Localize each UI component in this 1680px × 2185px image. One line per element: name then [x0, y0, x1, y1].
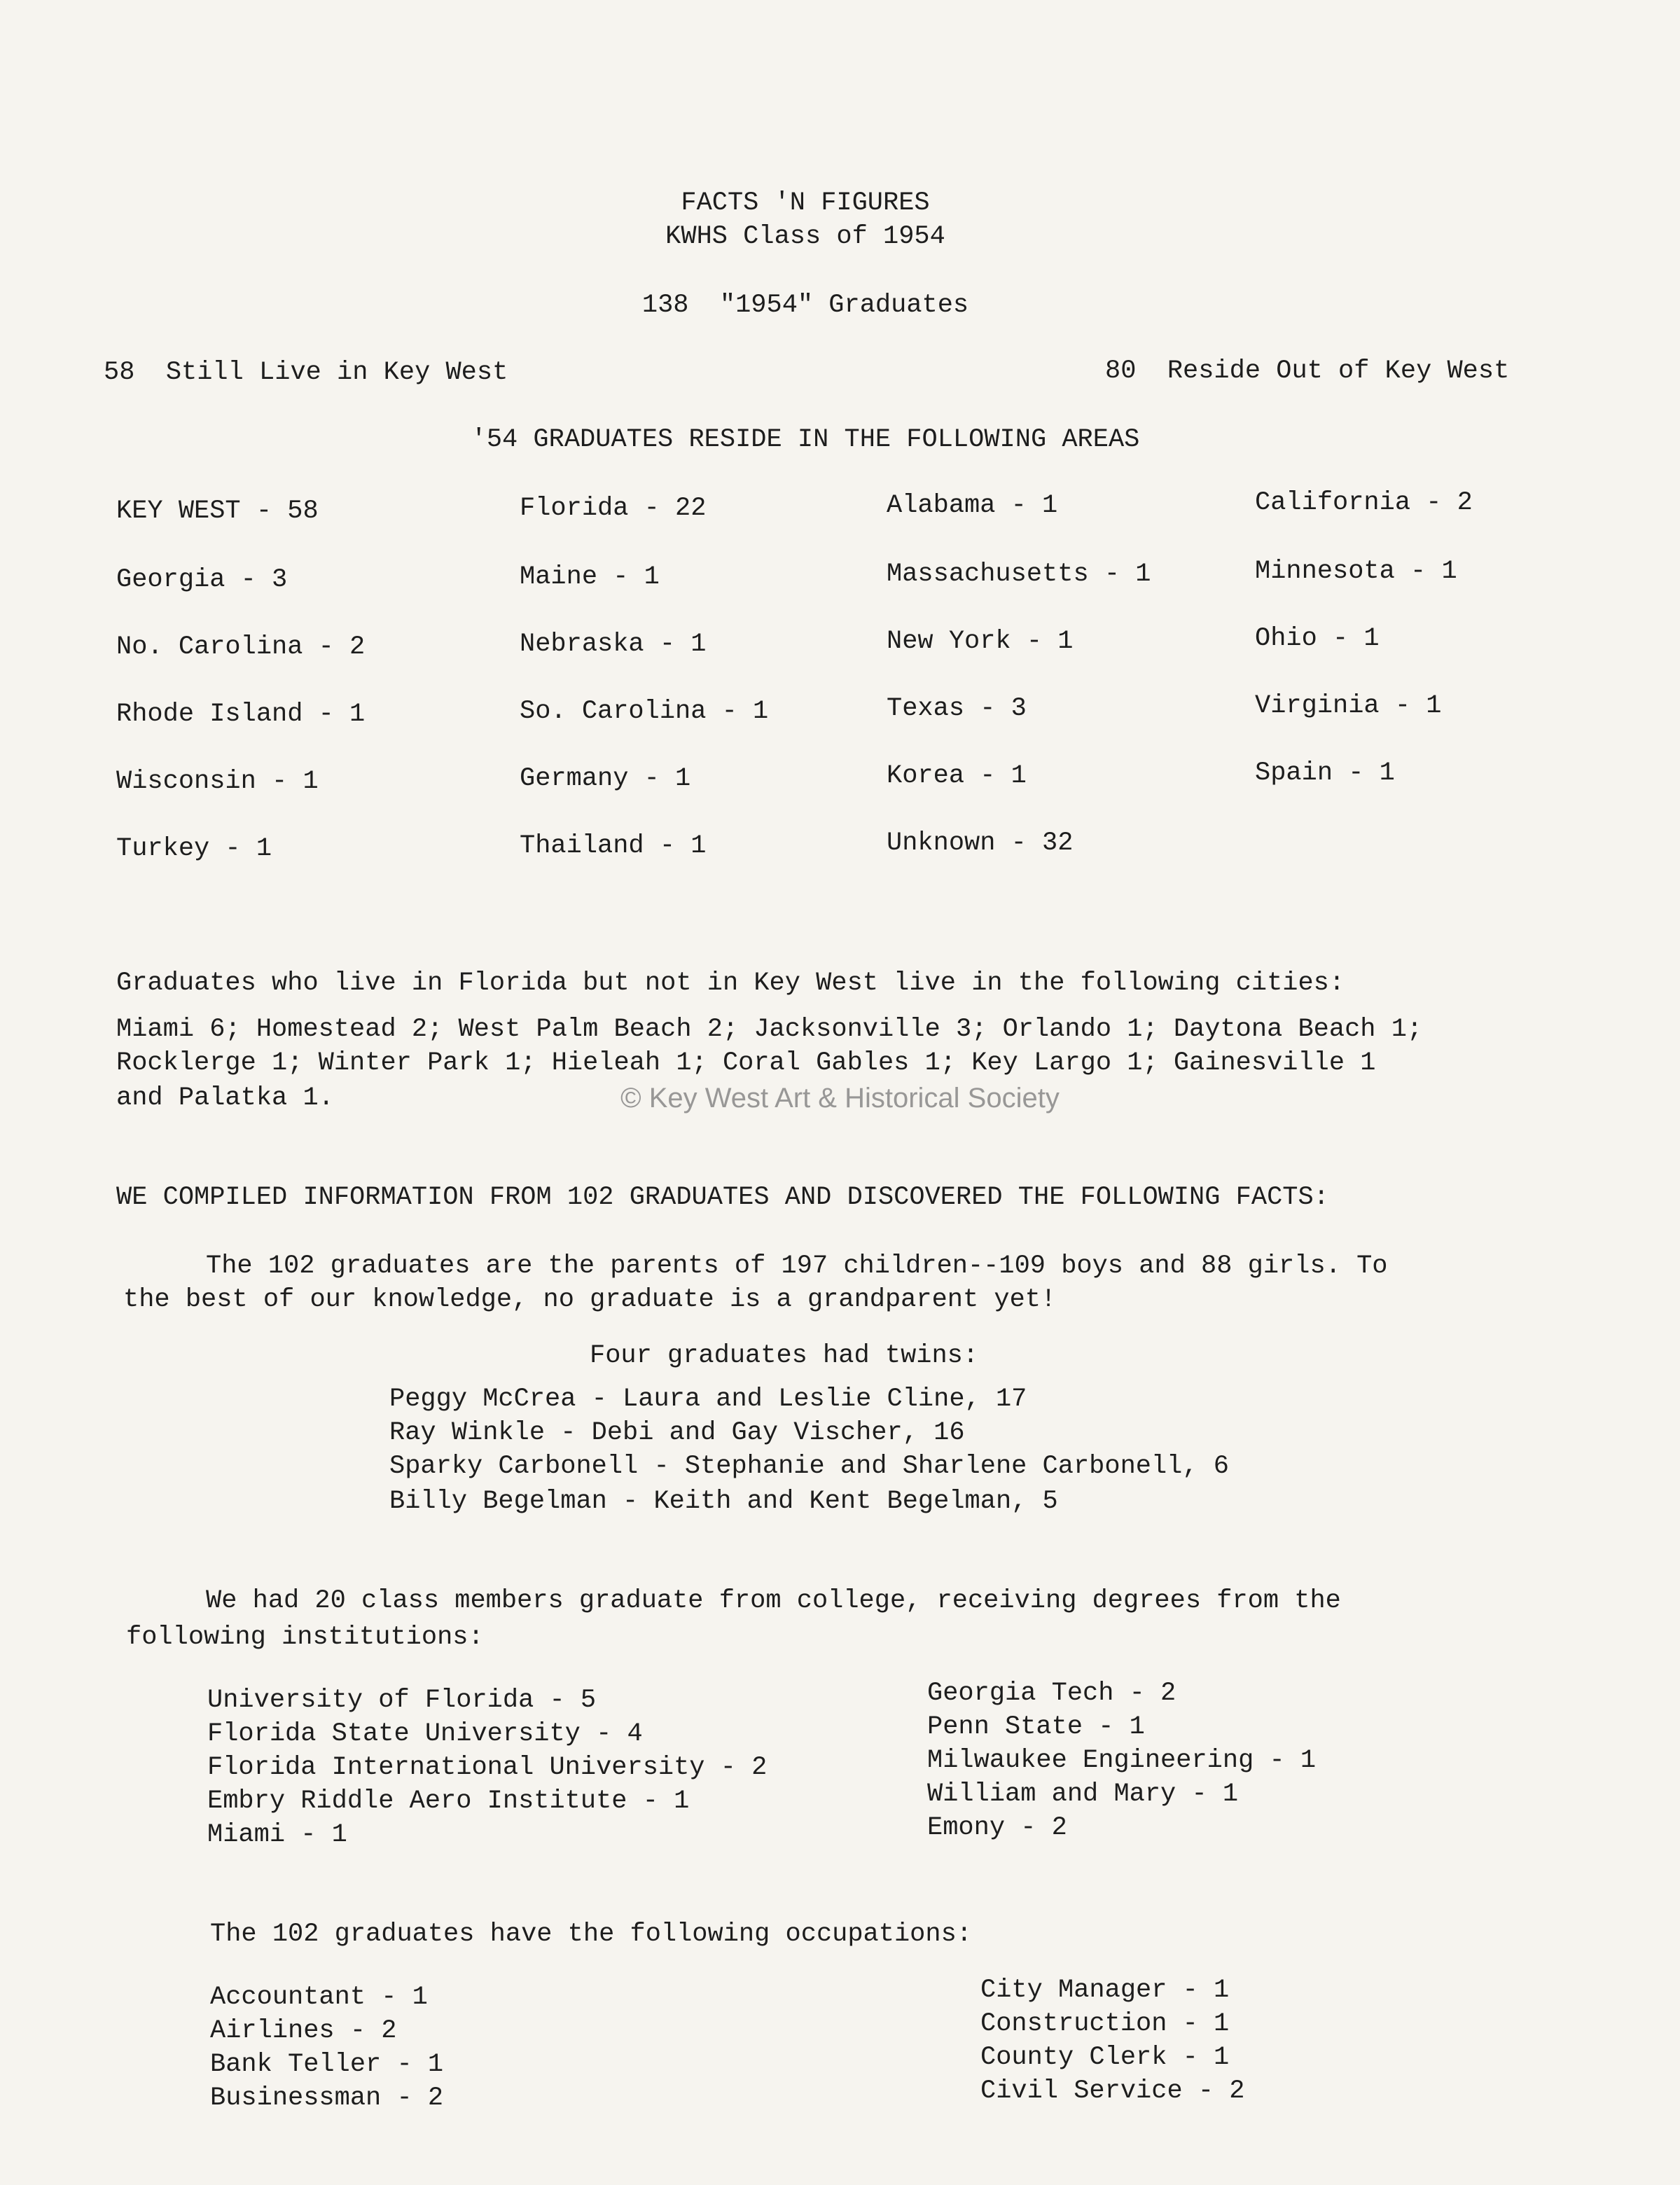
parents-text-line: the best of our knowledge, no graduate is a grandparent yet! [123, 1285, 1057, 1315]
area-item: Minnesota - 1 [1255, 557, 1457, 586]
college-item: Emony - 2 [927, 1813, 1067, 1843]
area-item: Rhode Island - 1 [116, 700, 366, 729]
area-item: Nebraska - 1 [520, 630, 707, 659]
occupation-item: Civil Service - 2 [980, 2076, 1245, 2106]
area-item: Maine - 1 [520, 562, 660, 592]
area-item: Unknown - 32 [887, 828, 1074, 858]
college-text-line: following institutions: [126, 1623, 484, 1652]
twins-item: Sparky Carbonell - Stephanie and Sharlene Carbonell, 6 [389, 1452, 1229, 1481]
occupation-item: Airlines - 2 [210, 2016, 397, 2046]
compiled-heading: WE COMPILED INFORMATION FROM 102 GRADUATES AND DISCOVERED THE FOLLOWING FACTS: [116, 1183, 1329, 1212]
college-text-line: We had 20 class members graduate from college, receiving degrees from the [206, 1586, 1341, 1616]
college-item: William and Mary - 1 [927, 1780, 1239, 1809]
occupations-heading: The 102 graduates have the following occupations: [210, 1920, 972, 1949]
area-item: So. Carolina - 1 [520, 697, 769, 726]
college-item: Embry Riddle Aero Institute - 1 [207, 1787, 690, 1816]
college-item: Florida State University - 4 [207, 1719, 643, 1749]
area-item: California - 2 [1255, 488, 1473, 518]
area-item: Ohio - 1 [1255, 624, 1380, 653]
area-item: Massachusetts - 1 [887, 560, 1151, 589]
college-item: Milwaukee Engineering - 1 [927, 1746, 1317, 1775]
area-item: KEY WEST - 58 [116, 497, 319, 526]
still-live-in-key-west: 58 Still Live in Key West [104, 358, 508, 387]
twins-item: Peggy McCrea - Laura and Leslie Cline, 17 [389, 1385, 1027, 1414]
occupation-item: Businessman - 2 [210, 2083, 444, 2113]
occupation-item: Construction - 1 [980, 2009, 1230, 2039]
area-item: Germany - 1 [520, 764, 691, 793]
area-item: New York - 1 [887, 627, 1074, 656]
college-item: Georgia Tech - 2 [927, 1679, 1176, 1708]
area-item: No. Carolina - 2 [116, 632, 366, 662]
parents-text-line: The 102 graduates are the parents of 197 children--109 boys and 88 girls. To [206, 1251, 1388, 1281]
college-item: Miami - 1 [207, 1820, 347, 1850]
graduates-count: 138 "1954" Graduates [641, 291, 969, 320]
document-title: FACTS 'N FIGURES [681, 188, 930, 218]
occupation-item: County Clerk - 1 [980, 2043, 1230, 2072]
twins-heading: Four graduates had twins: [590, 1341, 979, 1371]
area-item: Georgia - 3 [116, 565, 288, 595]
florida-cities-intro: Graduates who live in Florida but not in Key West live in the following cities: [116, 969, 1345, 998]
occupation-item: Bank Teller - 1 [210, 2050, 444, 2079]
document-subtitle: KWHS Class of 1954 [665, 222, 945, 251]
area-item: Alabama - 1 [887, 491, 1058, 520]
area-item: Texas - 3 [887, 694, 1027, 723]
florida-cities-line: Rocklerge 1; Winter Park 1; Hieleah 1; Coral Gables 1; Key Largo 1; Gainesville 1 [116, 1048, 1376, 1078]
copyright-watermark: © Key West Art & Historical Society [620, 1083, 1060, 1114]
florida-cities-line: and Palatka 1. [116, 1083, 334, 1113]
area-item: Turkey - 1 [116, 834, 272, 863]
area-item: Wisconsin - 1 [116, 767, 319, 796]
twins-item: Ray Winkle - Debi and Gay Vischer, 16 [389, 1418, 965, 1448]
areas-heading: '54 GRADUATES RESIDE IN THE FOLLOWING AREAS [471, 425, 1140, 455]
occupation-item: Accountant - 1 [210, 1983, 428, 2012]
area-item: Spain - 1 [1255, 758, 1395, 788]
occupation-item: City Manager - 1 [980, 1976, 1230, 2005]
area-item: Virginia - 1 [1255, 691, 1442, 721]
twins-item: Billy Begelman - Keith and Kent Begelman, 5 [389, 1487, 1058, 1516]
area-item: Thailand - 1 [520, 831, 707, 861]
college-item: Penn State - 1 [927, 1712, 1145, 1742]
reside-out-of-key-west: 80 Reside Out of Key West [1105, 356, 1510, 386]
college-item: Florida International University - 2 [207, 1753, 768, 1782]
florida-cities-line: Miami 6; Homestead 2; West Palm Beach 2; Jacksonville 3; Orlando 1; Daytona Beach 1; [116, 1015, 1423, 1044]
college-item: University of Florida - 5 [207, 1686, 597, 1715]
area-item: Korea - 1 [887, 761, 1027, 791]
area-item: Florida - 22 [520, 494, 707, 523]
